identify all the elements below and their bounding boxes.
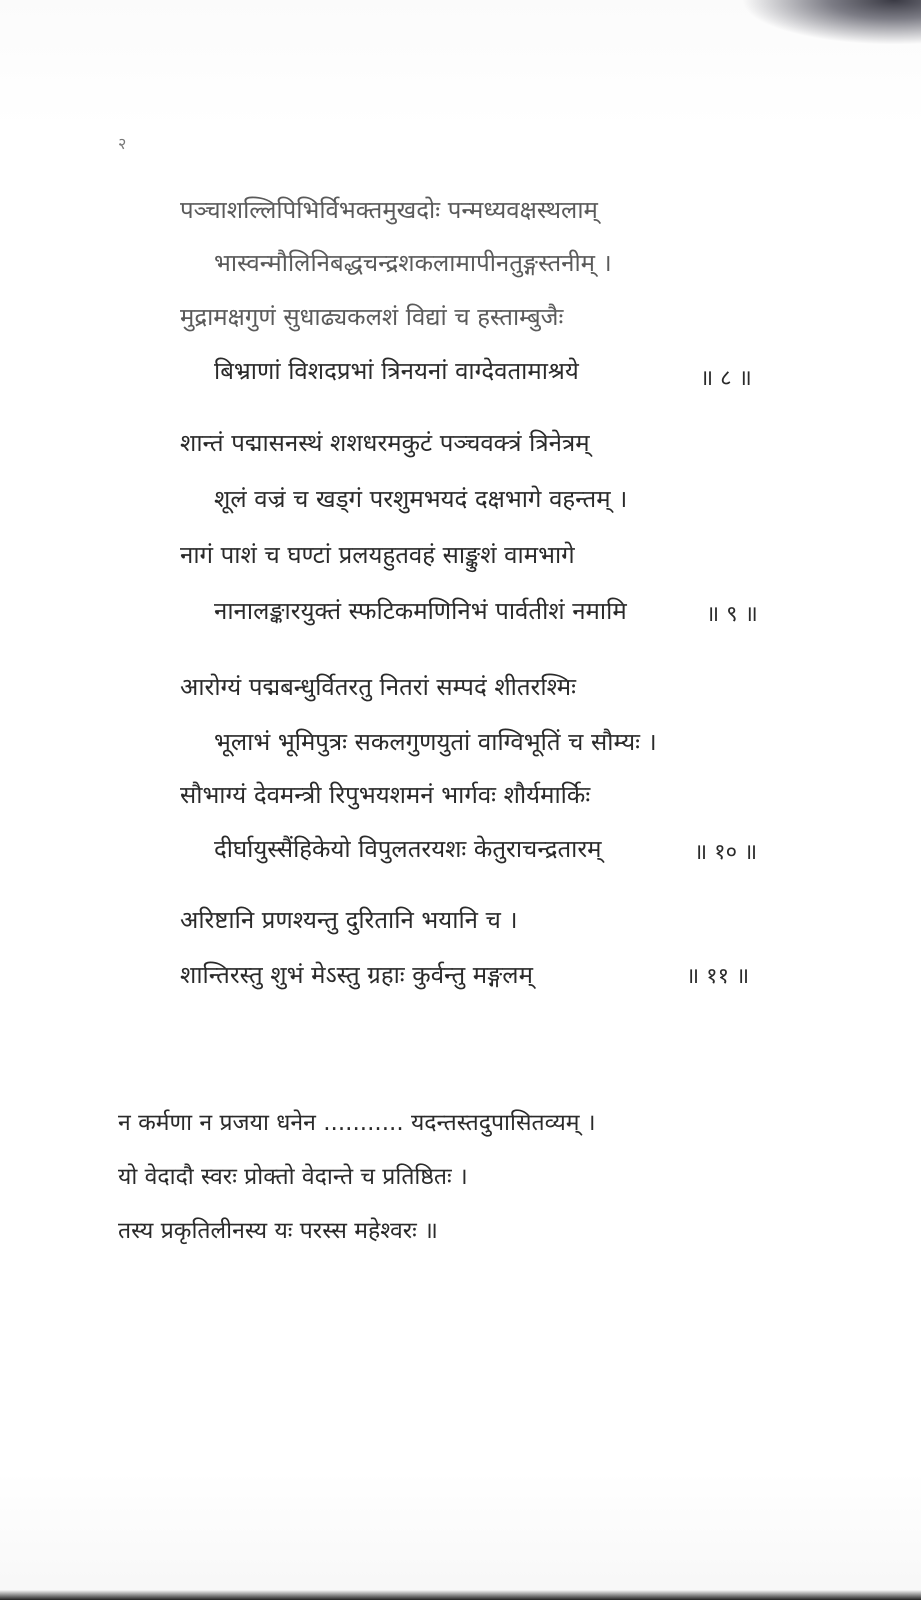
verse-line: बिभ्राणां विशदप्रभां त्रिनयनां वाग्देवतामाश्रये [214, 357, 579, 385]
upanishad-line: यो वेदादौ स्वरः प्रोक्तो वेदान्ते च प्रतिष्ठितः । [118, 1164, 468, 1190]
upanishad-line: न कर्मणा न प्रजया धनेन ........... यदन्तस्तदुपासितव्यम् । [118, 1110, 596, 1136]
verse-line: सौभाग्यं देवमन्त्री रिपुभयशमनं भार्गवः शौर्यमार्किः [180, 781, 591, 809]
verse-line: आरोग्यं पद्मबन्धुर्वितरतु नितरां सम्पदं शीतरश्मिः [180, 673, 576, 701]
verse-line: भास्वन्मौलिनिबद्धचन्द्रशकलामापीनतुङ्गस्तनीम् । [214, 249, 612, 277]
verse-number: ॥ १० ॥ [694, 840, 758, 865]
page-corner-shadow [741, 0, 921, 45]
page-bottom-edge [0, 1590, 921, 1600]
verse-line: भूलाभं भूमिपुत्रः सकलगुणयुतां वाग्विभूतिं च सौम्यः । [214, 728, 657, 756]
verse-line: मुद्रामक्षगुणं सुधाढ्यकलशं विद्यां च हस्ताम्बुजैः [180, 303, 564, 331]
verse-line: पञ्चाशल्लिपिभिर्विभक्तमुखदोः पन्मध्यवक्षस्थलाम् [180, 196, 598, 224]
verse-line: नानालङ्कारयुक्तं स्फटिकमणिनिभं पार्वतीशं नमामि [214, 597, 627, 625]
verse-line: शान्तं पद्मासनस्थं शशधरमकुटं पञ्चवक्त्रं त्रिनेत्रम् [180, 429, 590, 457]
upanishad-line: तस्य प्रकृतिलीनस्य यः परस्स महेश्वरः ॥ [118, 1218, 438, 1244]
verse-line: दीर्घायुस्सैंहिकेयो विपुलतरयशः केतुराचन्द्रतारम् [214, 835, 602, 863]
verse-line: शान्तिरस्तु शुभं मेऽस्तु ग्रहाः कुर्वन्तु मङ्गलम् [180, 961, 533, 989]
verse-line: अरिष्टानि प्रणश्यन्तु दुरितानि भयानि च । [180, 906, 518, 934]
verse-line: नागं पाशं च घण्टां प्रलयहुतवहं साङ्कुशं वामभागे [180, 541, 575, 569]
page-number: २ [118, 134, 127, 153]
verse-number: ॥ ११ ॥ [686, 964, 750, 989]
verse-number: ॥ ९ ॥ [706, 602, 758, 627]
verse-line: शूलं वज्रं च खड्गं परशुमभयदं दक्षभागे वहन्तम् । [214, 485, 628, 513]
verse-number: ॥ ८ ॥ [700, 366, 752, 391]
